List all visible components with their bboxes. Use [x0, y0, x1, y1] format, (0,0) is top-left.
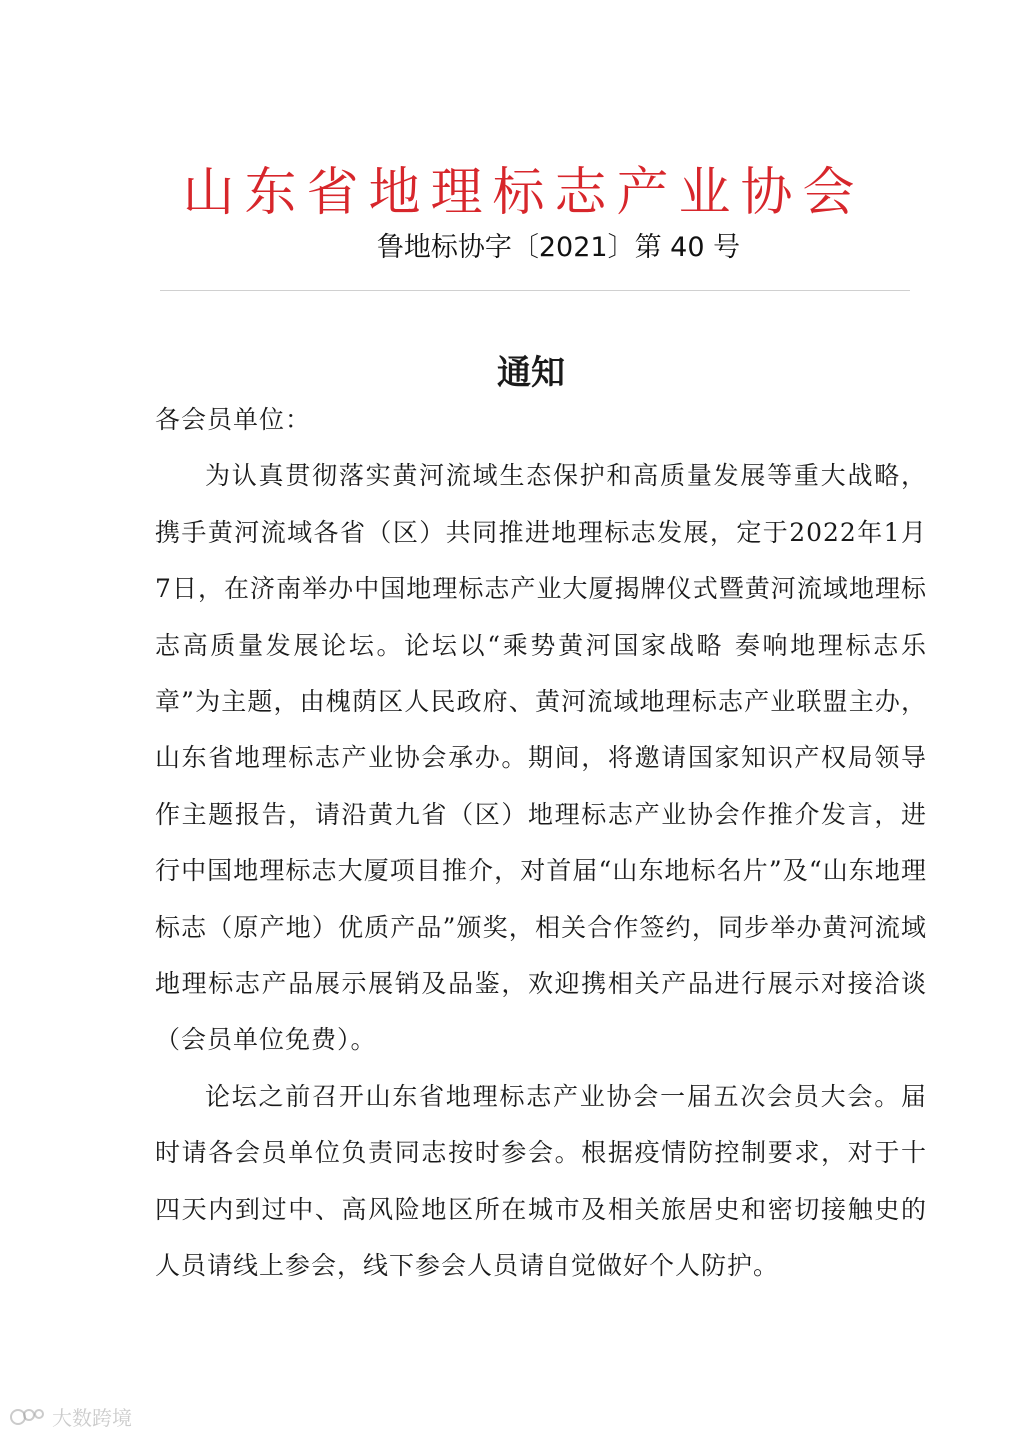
paragraph-2: 论坛之前召开山东省地理标志产业协会一届五次会员大会。届时请各会员单位负责同志按时参会。根据疫情防控制要求，对于十四天内到过中、高风险地区所在城市及相关旅居史和密切接触史的人员请线上参会，线下参会人员请自觉做好个人防护。: [155, 1081, 927, 1281]
logo-icon: [10, 1406, 46, 1428]
salutation: 各会员单位：: [155, 405, 312, 434]
org-name-header: 山东省地理标志产业协会: [182, 163, 865, 223]
header-divider: [160, 290, 910, 291]
document-number: 鲁地标协字〔2021〕第 40 号: [376, 232, 741, 263]
notice-title: 通知: [497, 353, 565, 393]
watermark-text: 大数跨境: [52, 1406, 132, 1430]
notice-body: [155, 392, 927, 1295]
watermark: [10, 1402, 132, 1431]
paragraph-1: 为认真贯彻落实黄河流域生态保护和高质量发展等重大战略，携手黄河流域各省（区）共同推进地理标志发展，定于2022年1月7日，在济南举办中国地理标志产业大厦揭牌仪式暨黄河流域地理标志高质量发展论坛。论坛以“乘势黄河国家战略 奏响地理标志乐章”为主题，由槐荫区人民政府、黄河流域地理标志产业联盟主办，山东省地理标志产业协会承办。期间，将邀请国家知识产权局领导作主题报告，请沿黄九省（区）地理标志产业协会作推介发言，进行中国地理标志大厦项目推介，对首届“山东地标名片”及“山东地理标志（原产地）优质产品”颁奖，相关合作签约，同步举办黄河流域地理标志产品展示展销及品鉴，欢迎携相关产品进行展示对接洽谈（会员单位免费）。: [155, 461, 927, 1055]
